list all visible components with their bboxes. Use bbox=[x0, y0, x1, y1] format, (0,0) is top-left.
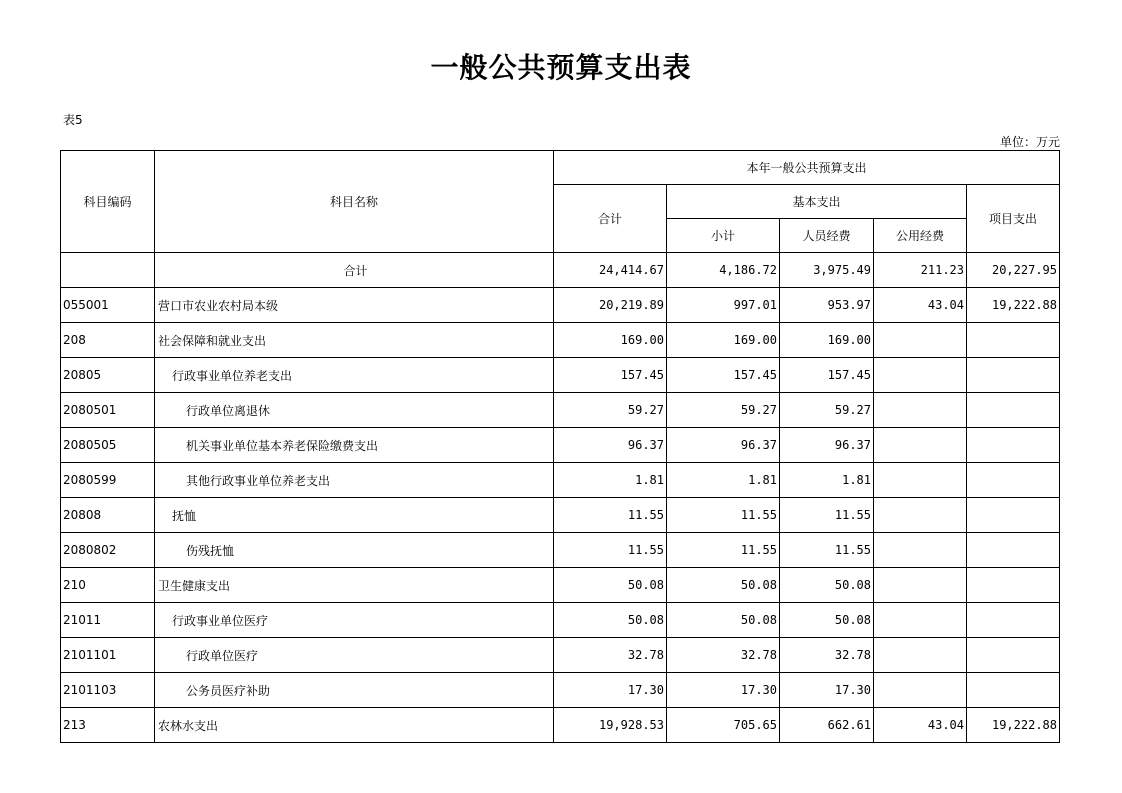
row-subtotal: 50.08 bbox=[667, 568, 780, 603]
unit-label: 单位：万元 bbox=[999, 135, 1060, 149]
row-public: 43.04 bbox=[874, 708, 967, 743]
row-public bbox=[874, 638, 967, 673]
row-personnel: 953.97 bbox=[780, 288, 874, 323]
table-row bbox=[61, 568, 1060, 603]
row-personnel: 50.08 bbox=[780, 603, 874, 638]
row-code: 20808 bbox=[61, 498, 155, 533]
row-project bbox=[967, 603, 1060, 638]
table-row bbox=[61, 638, 1060, 673]
row-subtotal: 997.01 bbox=[667, 288, 780, 323]
table-row bbox=[61, 603, 1060, 638]
row-project bbox=[967, 638, 1060, 673]
row-total: 20,219.89 bbox=[554, 288, 667, 323]
row-name: 行政事业单位医疗 bbox=[155, 603, 554, 638]
row-total: 157.45 bbox=[554, 358, 667, 393]
budget-table bbox=[60, 150, 1060, 743]
row-total: 19,928.53 bbox=[554, 708, 667, 743]
row-project: 19,222.88 bbox=[967, 708, 1060, 743]
row-project bbox=[967, 428, 1060, 463]
row-code: 2080501 bbox=[61, 393, 155, 428]
row-project bbox=[967, 463, 1060, 498]
table-body bbox=[61, 253, 1060, 743]
table-row bbox=[61, 323, 1060, 358]
row-code: 213 bbox=[61, 708, 155, 743]
row-name: 行政单位医疗 bbox=[155, 638, 554, 673]
row-code: 21011 bbox=[61, 603, 155, 638]
row-name: 合计 bbox=[155, 253, 554, 288]
table-row bbox=[61, 393, 1060, 428]
header-group: 本年一般公共预算支出 bbox=[554, 151, 1060, 185]
row-public bbox=[874, 463, 967, 498]
row-public bbox=[874, 568, 967, 603]
table-row bbox=[61, 463, 1060, 498]
table-row bbox=[61, 358, 1060, 393]
row-personnel: 96.37 bbox=[780, 428, 874, 463]
table-row bbox=[61, 533, 1060, 568]
row-name: 伤残抚恤 bbox=[155, 533, 554, 568]
row-project bbox=[967, 393, 1060, 428]
row-public bbox=[874, 673, 967, 708]
row-personnel: 59.27 bbox=[780, 393, 874, 428]
header-name: 科目名称 bbox=[155, 151, 554, 253]
row-subtotal: 96.37 bbox=[667, 428, 780, 463]
row-code: 210 bbox=[61, 568, 155, 603]
row-public bbox=[874, 428, 967, 463]
row-total: 17.30 bbox=[554, 673, 667, 708]
row-subtotal: 59.27 bbox=[667, 393, 780, 428]
row-code: 2080599 bbox=[61, 463, 155, 498]
table-row bbox=[61, 288, 1060, 323]
row-code: 2080802 bbox=[61, 533, 155, 568]
row-subtotal: 4,186.72 bbox=[667, 253, 780, 288]
row-total: 32.78 bbox=[554, 638, 667, 673]
row-public: 211.23 bbox=[874, 253, 967, 288]
row-personnel: 11.55 bbox=[780, 498, 874, 533]
row-subtotal: 50.08 bbox=[667, 603, 780, 638]
row-public bbox=[874, 323, 967, 358]
table-header bbox=[61, 151, 1060, 253]
page-title: 一般公共预算支出表 bbox=[430, 51, 692, 84]
row-code: 20805 bbox=[61, 358, 155, 393]
row-name: 抚恤 bbox=[155, 498, 554, 533]
row-personnel: 17.30 bbox=[780, 673, 874, 708]
header-project: 项目支出 bbox=[967, 185, 1060, 253]
row-project bbox=[967, 568, 1060, 603]
row-subtotal: 705.65 bbox=[667, 708, 780, 743]
row-name: 卫生健康支出 bbox=[155, 568, 554, 603]
row-code: 2101101 bbox=[61, 638, 155, 673]
row-project: 20,227.95 bbox=[967, 253, 1060, 288]
row-name: 公务员医疗补助 bbox=[155, 673, 554, 708]
row-name: 行政事业单位养老支出 bbox=[155, 358, 554, 393]
row-personnel: 169.00 bbox=[780, 323, 874, 358]
row-code: 2101103 bbox=[61, 673, 155, 708]
table-row bbox=[61, 708, 1060, 743]
row-total: 50.08 bbox=[554, 568, 667, 603]
row-name: 其他行政事业单位养老支出 bbox=[155, 463, 554, 498]
row-project bbox=[967, 358, 1060, 393]
row-personnel: 157.45 bbox=[780, 358, 874, 393]
row-total: 24,414.67 bbox=[554, 253, 667, 288]
row-name: 社会保障和就业支出 bbox=[155, 323, 554, 358]
row-project: 19,222.88 bbox=[967, 288, 1060, 323]
row-name: 农林水支出 bbox=[155, 708, 554, 743]
row-code bbox=[61, 253, 155, 288]
row-personnel: 11.55 bbox=[780, 533, 874, 568]
row-public: 43.04 bbox=[874, 288, 967, 323]
row-code: 208 bbox=[61, 323, 155, 358]
header-total: 合计 bbox=[554, 185, 667, 253]
row-total: 50.08 bbox=[554, 603, 667, 638]
row-code: 2080505 bbox=[61, 428, 155, 463]
row-public bbox=[874, 393, 967, 428]
row-subtotal: 32.78 bbox=[667, 638, 780, 673]
row-personnel: 3,975.49 bbox=[780, 253, 874, 288]
row-public bbox=[874, 603, 967, 638]
row-subtotal: 1.81 bbox=[667, 463, 780, 498]
header-subtotal: 小计 bbox=[667, 219, 780, 253]
table-row bbox=[61, 428, 1060, 463]
header-basic: 基本支出 bbox=[667, 185, 967, 219]
row-personnel: 662.61 bbox=[780, 708, 874, 743]
row-project bbox=[967, 673, 1060, 708]
row-subtotal: 17.30 bbox=[667, 673, 780, 708]
table-row bbox=[61, 673, 1060, 708]
row-total: 96.37 bbox=[554, 428, 667, 463]
row-project bbox=[967, 323, 1060, 358]
row-name: 营口市农业农村局本级 bbox=[155, 288, 554, 323]
row-subtotal: 169.00 bbox=[667, 323, 780, 358]
row-public bbox=[874, 358, 967, 393]
row-personnel: 1.81 bbox=[780, 463, 874, 498]
row-name: 机关事业单位基本养老保险缴费支出 bbox=[155, 428, 554, 463]
row-subtotal: 157.45 bbox=[667, 358, 780, 393]
row-code: 055001 bbox=[61, 288, 155, 323]
table-row bbox=[61, 253, 1060, 288]
row-project bbox=[967, 498, 1060, 533]
row-personnel: 32.78 bbox=[780, 638, 874, 673]
row-total: 11.55 bbox=[554, 533, 667, 568]
header-personnel: 人员经费 bbox=[780, 219, 874, 253]
header-public: 公用经费 bbox=[874, 219, 967, 253]
row-public bbox=[874, 498, 967, 533]
row-total: 169.00 bbox=[554, 323, 667, 358]
row-name: 行政单位离退休 bbox=[155, 393, 554, 428]
row-project bbox=[967, 533, 1060, 568]
row-total: 11.55 bbox=[554, 498, 667, 533]
row-subtotal: 11.55 bbox=[667, 498, 780, 533]
row-subtotal: 11.55 bbox=[667, 533, 780, 568]
table-row bbox=[61, 498, 1060, 533]
row-total: 1.81 bbox=[554, 463, 667, 498]
header-code: 科目编码 bbox=[61, 151, 155, 253]
row-total: 59.27 bbox=[554, 393, 667, 428]
table-number: 表5 bbox=[63, 113, 83, 127]
row-public bbox=[874, 533, 967, 568]
row-personnel: 50.08 bbox=[780, 568, 874, 603]
